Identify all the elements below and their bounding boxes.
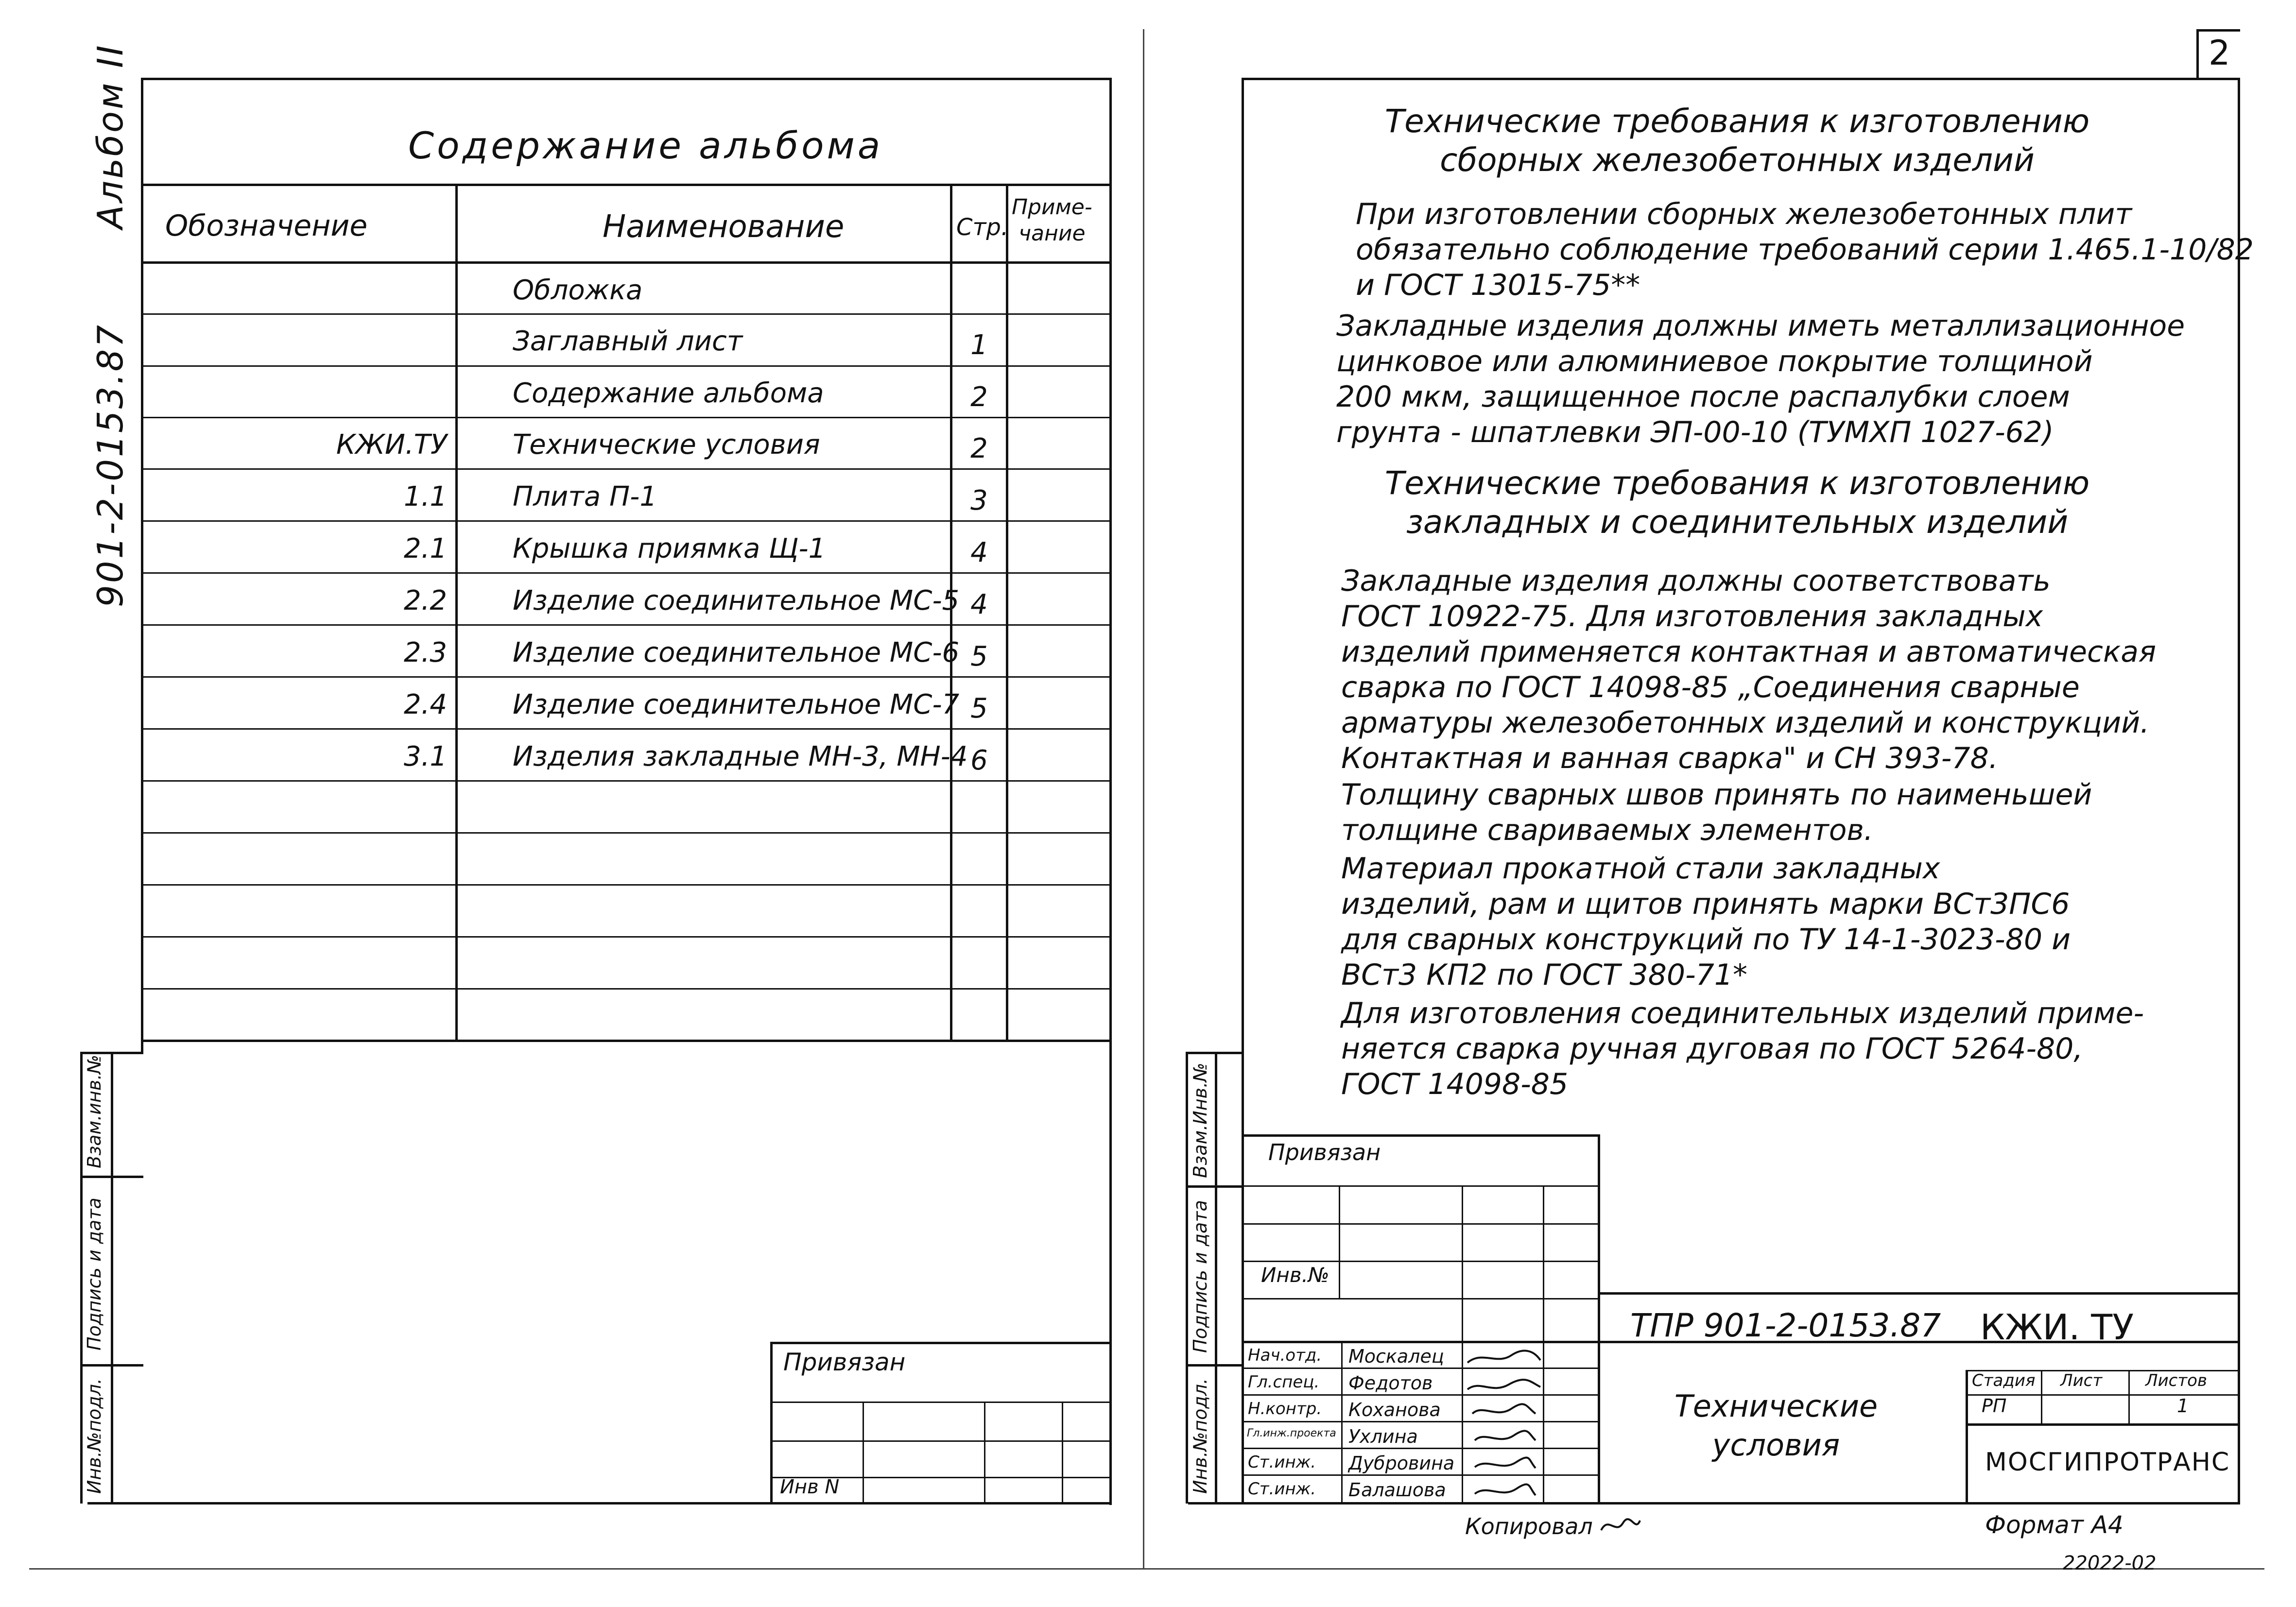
stamp-sheets: 1 [2177, 1395, 2189, 1417]
row-page: 4 [970, 537, 988, 568]
album-code: 901-2-0153.87 [90, 323, 131, 607]
row-page: 2 [970, 433, 988, 464]
para-weld-thickness: Толщину сварных швов принять по наименьшей толщине свариваемых элементов. [1341, 778, 2092, 847]
album-side-label [90, 43, 131, 607]
header-page: Стр. [956, 214, 1009, 241]
header-designation: Обозначение [165, 209, 368, 243]
row-name: Изделие соединительное МС-7 [513, 689, 960, 720]
stamp-inv: Инв.№ [1261, 1263, 1329, 1287]
row-designation: КЖИ.ТУ [336, 429, 447, 461]
role: Ст.инж. [1248, 1479, 1316, 1499]
person: Федотов [1348, 1372, 1433, 1394]
row-designation: 2.4 [403, 689, 447, 720]
row-name: Плита П-1 [513, 481, 657, 513]
row-name: Содержание альбома [513, 377, 824, 409]
margin-label-inv: Инв.№подл. [84, 1378, 105, 1494]
stamp-stage: РП [1982, 1395, 2007, 1417]
para-welding: Закладные изделия должны соответствовать ГОСТ 10922-75. Для изготовления закладных изделий применяется контактная и автоматическая сварка по ГОСТ 14098-85 „Соединения сварные арматуры железобетонных изделий и конструкций. Контактная и ванная сварка" и СН 393-78. [1341, 564, 2157, 775]
row-name: Заглавный лист [513, 325, 743, 357]
row-page: 4 [970, 589, 988, 620]
stamp-col-stage: Стадия [1972, 1371, 2036, 1390]
header-name: Наименование [603, 209, 845, 245]
right-margin-label-sign: Подпись и дата [1190, 1200, 1211, 1353]
copier-signature [1599, 1511, 1642, 1540]
row-designation: 2.2 [403, 585, 447, 616]
row-name: Технические условия [513, 429, 820, 461]
signature-scribbles [1463, 1341, 1543, 1504]
stamp-doc-title: Технические условия [1674, 1388, 1878, 1463]
person: Ухлина [1348, 1426, 1418, 1447]
stamp-mark: КЖИ. ТУ [1980, 1307, 2134, 1348]
copied-label: Копировал [1465, 1513, 1593, 1539]
row-page: 6 [970, 745, 988, 776]
role: Ст.инж. [1248, 1453, 1316, 1472]
row-page: 5 [970, 641, 988, 672]
stamp-col-sheets: Листов [2145, 1371, 2208, 1390]
heading-embedded-requirements: Технические требования к изготовлению закладных и соединительных изделий [1384, 464, 2090, 541]
row-page: 5 [970, 693, 988, 724]
row-designation: 2.3 [403, 637, 447, 668]
role: Гл.инж.проекта [1247, 1427, 1336, 1439]
header-note: Приме- чание [1012, 195, 1092, 246]
format-label: Формат А4 [1985, 1511, 2123, 1539]
row-designation: 3.1 [403, 741, 447, 772]
margin-label-replace: Взам.инв.№ [84, 1055, 105, 1168]
role: Н.контр. [1248, 1399, 1322, 1419]
row-name: Изделия закладные МН-3, МН-4 [513, 741, 968, 772]
left-stamp-attached: Привязан [783, 1348, 906, 1376]
para-steel-grade: Материал прокатной стали закладных изделий, рам и щитов принять марки ВСт3ПС6 для сварных конструкций по ТУ 14-1-3023-80 и ВСт3 КП2 по ГОСТ 380-71* [1341, 852, 2071, 992]
person: Дубровина [1348, 1453, 1455, 1474]
stamp-org: МОСГИПРОТРАНС [1985, 1448, 2230, 1477]
person: Москалец [1348, 1346, 1444, 1367]
row-page: 1 [970, 329, 988, 361]
para-coating: Закладные изделия должны иметь металлизационное цинковое или алюминиевое покрытие толщиной 200 мкм, защищенное после распалубки слоем грунта - шпатлевки ЭП-00-10 (ТУМХП 1027-62) [1336, 309, 2185, 449]
row-name: Крышка приямка Щ-1 [513, 533, 826, 564]
row-name: Обложка [513, 274, 643, 306]
stamp-code: ТПР 901-2-0153.87 [1630, 1307, 1941, 1344]
para-connecting-welding: Для изготовления соединительных изделий приме- няется сварка ручная дуговая по ГОСТ 5264-80, ГОСТ 14098-85 [1341, 996, 2144, 1101]
right-margin-label-inv: Инв.№подл. [1190, 1378, 1211, 1494]
contents-title: Содержание альбома [408, 124, 883, 167]
right-margin-label-replace: Взам.Инв.№ [1190, 1062, 1211, 1178]
heading-precast-requirements: Технические требования к изготовлению сборных железобетонных изделий [1384, 103, 2090, 179]
person: Коханова [1348, 1399, 1441, 1420]
role: Гл.спец. [1248, 1372, 1320, 1392]
margin-label-sign: Подпись и дата [84, 1197, 105, 1351]
archive-number: 22022-02 [2063, 1552, 2157, 1574]
row-designation: 1.1 [403, 481, 447, 513]
album-number: Альбом II [90, 43, 131, 229]
left-stamp-inv: Инв N [780, 1476, 840, 1498]
row-designation: 2.1 [403, 533, 447, 564]
stamp-attached: Привязан [1268, 1139, 1381, 1165]
person: Балашова [1348, 1479, 1446, 1501]
row-name: Изделие соединительное МС-5 [513, 585, 960, 616]
row-name: Изделие соединительное МС-6 [513, 637, 960, 668]
row-page: 2 [970, 381, 988, 413]
role: Нач.отд. [1248, 1346, 1322, 1365]
para-precast-slabs: При изготовлении сборных железобетонных плит обязательно соблюдение требований серии 1.465.1-10/82 и ГОСТ 13015-75** [1356, 197, 2254, 302]
stamp-col-sheet: Лист [2060, 1371, 2103, 1390]
row-page: 3 [970, 485, 988, 516]
sheet-number: 2 [2209, 33, 2230, 73]
